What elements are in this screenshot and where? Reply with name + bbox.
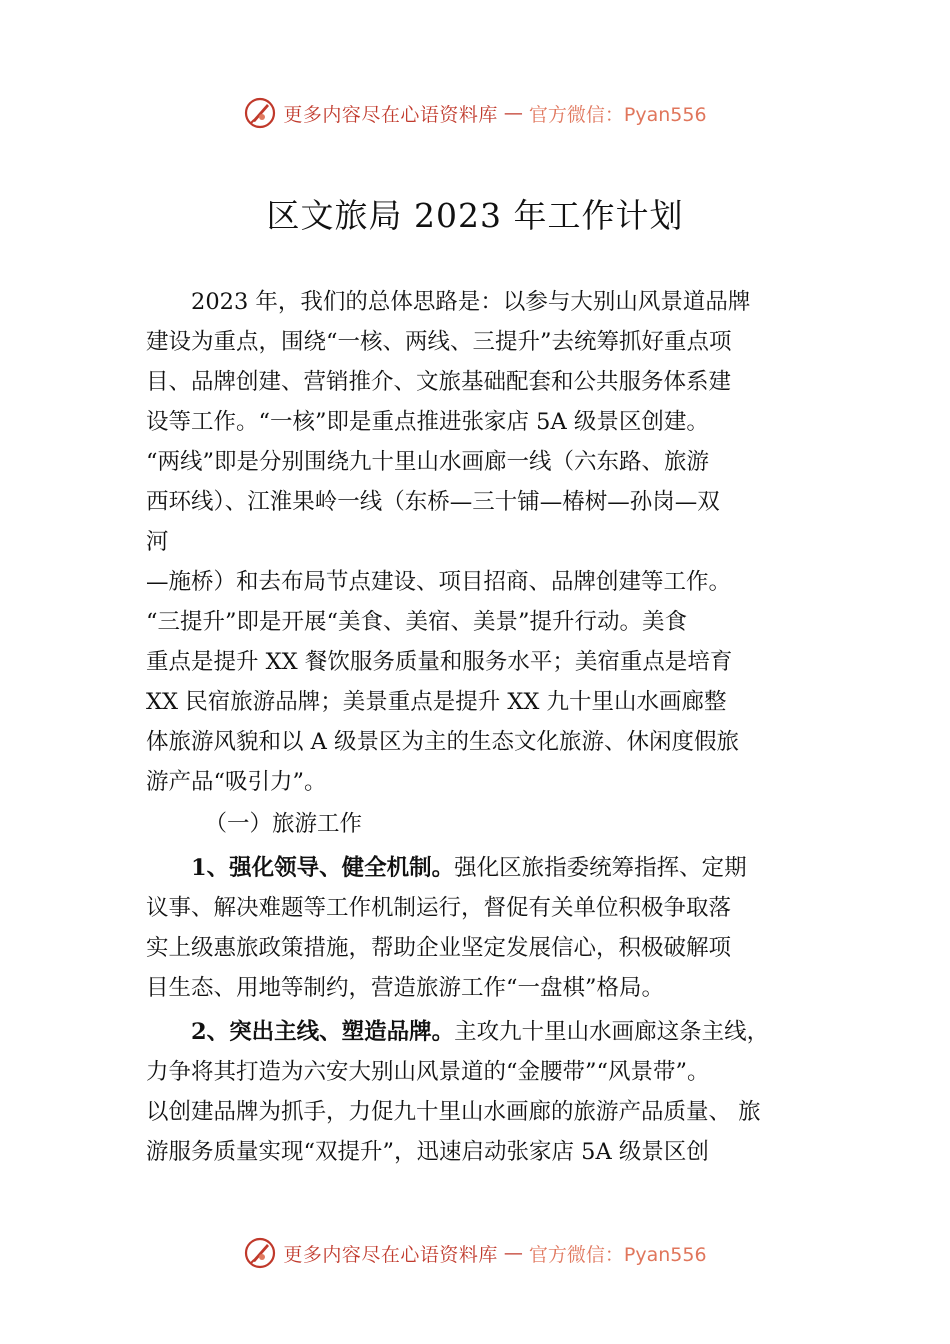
banner-dash: — [503, 102, 523, 124]
paragraph-line: 游服务质量实现“双提升”，迅速启动张家店 5A 级景区创 [146, 1139, 709, 1165]
paragraph-line: 目生态、用地等制约，营造旅游工作“一盘棋”格局。 [146, 975, 665, 1001]
banner-text: 更多内容尽在心语资料库 [283, 103, 498, 126]
paragraph-line: 议事、解决难题等工作机制运行，督促有关单位积极争取落 [146, 895, 732, 921]
paragraph-line: 游产品“吸引力”。 [146, 769, 327, 795]
page-title: 区文旅局 2023 年工作计划 [266, 196, 684, 235]
banner-dash: — [503, 1242, 523, 1264]
footer-banner [0, 1236, 950, 1270]
banner-wechat: 官方微信：Pyan556 [528, 103, 707, 126]
paragraph-line: “两线”即是分别围绕九十里山水画廊一线（六东路、旅游 [146, 449, 710, 475]
paragraph-line: 2023 年，我们的总体思路是：以参与大别山风景道品牌 [191, 289, 751, 315]
paragraph-line: XX 民宿旅游品牌；美景重点是提升 XX 九十里山水画廊整 [146, 689, 727, 715]
item2-first-line [146, 1012, 822, 1052]
section-heading: （一）旅游工作 [204, 811, 363, 837]
item2-text: 主攻九十里山水画廊这条主线， [454, 1019, 770, 1045]
quill-seal-icon [243, 96, 277, 130]
item1-text: 强化区旅指委统筹指挥、定期 [454, 855, 747, 881]
document-body [146, 282, 822, 1172]
paragraph-line: 西环线）、江淮果岭一线（东桥—三十铺—椿树—孙岗—双 [146, 489, 720, 515]
paragraph-line: 以创建品牌为抓手，力促九十里山水画廊的旅游产品质量、 旅 [146, 1099, 761, 1125]
item1-heading: 1、强化领导、健全机制。 [191, 855, 455, 881]
paragraph-line: 体旅游风貌和以 A 级景区为主的生态文化旅游、休闲度假旅 [146, 729, 740, 755]
paragraph-line: 建设为重点，围绕“一核、两线、三提升”去统筹抓好重点项 [146, 329, 732, 355]
paragraph-line: 实上级惠旅政策措施，帮助企业坚定发展信心，积极破解项 [146, 935, 732, 961]
item2-heading: 2、突出主线、塑造品牌。 [191, 1019, 455, 1045]
paragraph-line: 设等工作。“一核”即是重点推进张家店 5A 级景区创建。 [146, 409, 709, 435]
paragraph-line: 力争将其打造为六安大别山风景道的“金腰带”“风景带”。 [146, 1059, 710, 1085]
paragraph-line: 河 [146, 529, 169, 555]
item1-first-line [146, 848, 822, 888]
banner-text: 更多内容尽在心语资料库 [283, 1243, 498, 1266]
paragraph-line: 目、品牌创建、营销推介、文旅基础配套和公共服务体系建 [146, 369, 732, 395]
quill-seal-icon [243, 1236, 277, 1270]
paragraph-line: 重点是提升 XX 餐饮服务质量和服务水平；美宿重点是培育 [146, 649, 733, 675]
header-banner [0, 96, 950, 130]
paragraph-line: “三提升”即是开展“美食、美宿、美景”提升行动。美食 [146, 609, 688, 635]
banner-wechat: 官方微信：Pyan556 [528, 1243, 707, 1266]
paragraph-line: —施桥）和去布局节点建设、项目招商、品牌创建等工作。 [146, 569, 732, 595]
